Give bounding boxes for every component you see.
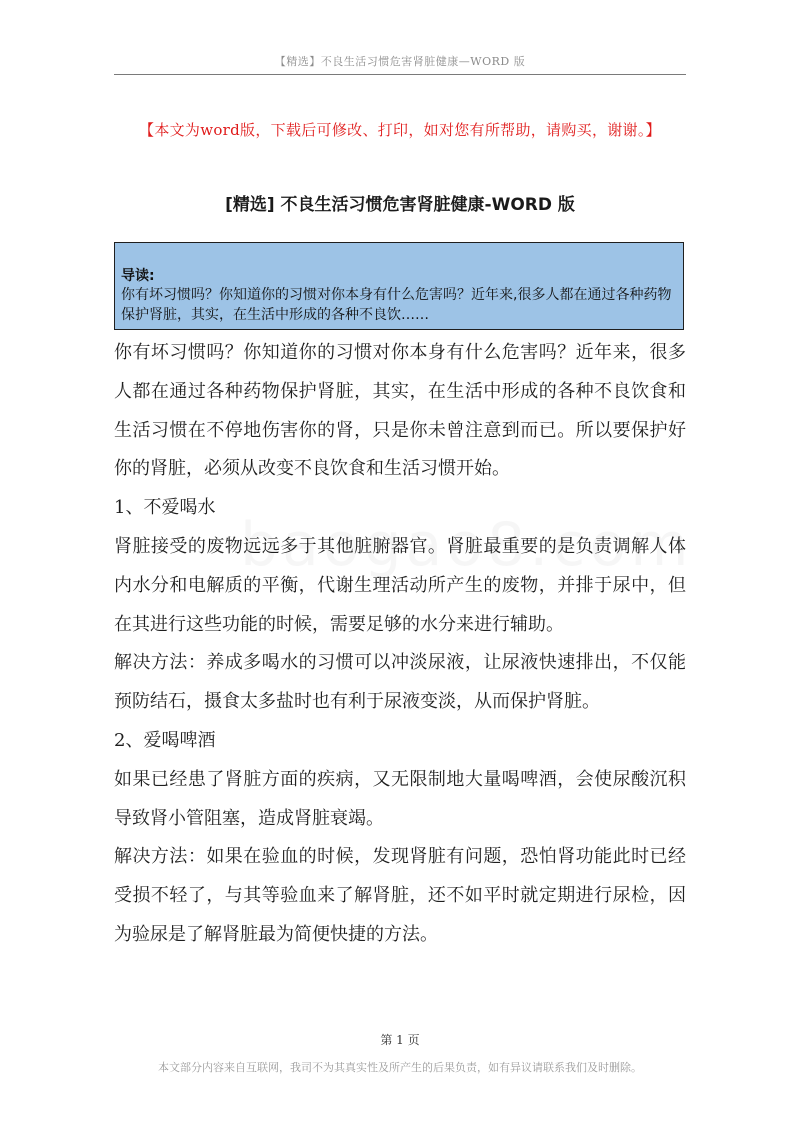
section-heading-1: 1、不爱喝水: [114, 497, 216, 519]
paragraph-section-2: 如果已经患了肾脏方面的疾病，又无限制地大量喝啤酒，会使尿酸沉积导致肾小管阻塞，造成肾脏衰竭。: [114, 768, 686, 829]
download-notice: 【本文为word版，下载后可修改、打印，如对您有所帮助，请购买，谢谢。】: [139, 121, 661, 139]
page-header: 【精选】不良生活习惯危害肾脏健康—WORD 版: [274, 55, 526, 68]
paragraph-intro: 你有坏习惯吗？你知道你的习惯对你本身有什么危害吗？近年来，很多人都在通过各种药物保护肾脏，其实，在生活中形成的各种不良饮食和生活习惯在不停地伤害你的肾，只是你未曾注意到而已。所以要保护好你的肾脏，必须从改变不良饮食和生活习惯开始。: [114, 342, 686, 480]
paragraph-solution-1: 解决方法：养成多喝水的习惯可以冲淡尿液，让尿液快速排出，不仅能预防结石，摄食太多盐时也有利于尿液变淡，从而保护肾脏。: [114, 652, 686, 713]
paragraph-section-1: 肾脏接受的废物远远多于其他脏腑器官。肾脏最重要的是负责调解人体内水分和电解质的平衡，代谢生理活动所产生的废物，并排于尿中，但在其进行这些功能的时候，需要足够的水分来进行辅助。: [114, 535, 686, 635]
paragraph-solution-2: 解决方法：如果在验血的时候，发现肾脏有问题，恐怕肾功能此时已经受损不轻了，与其等验血来了解肾脏，还不如平时就定期进行尿检，因为验尿是了解肾脏最为简便快捷的方法。: [114, 846, 686, 945]
intro-text: 你有坏习惯吗？你知道你的习惯对你本身有什么危害吗？近年来,很多人都在通过各种药物保护肾脏，其实，在生活中形成的各种不良饮……: [121, 287, 672, 323]
section-heading-2: 2、爱喝啤酒: [114, 729, 216, 751]
footer-disclaimer: 本文部分内容来自互联网，我司不为其真实性及所产生的后果负责，如有异议请联系我们及时删除。: [158, 1061, 642, 1074]
header-divider: [114, 74, 686, 75]
page-number: 第 1 页: [380, 1033, 420, 1047]
intro-label: 导读:: [121, 268, 155, 284]
intro-box: [114, 242, 684, 330]
document-title: [精选] 不良生活习惯危害肾脏健康-WORD 版: [225, 195, 575, 215]
article-body: [114, 334, 686, 955]
